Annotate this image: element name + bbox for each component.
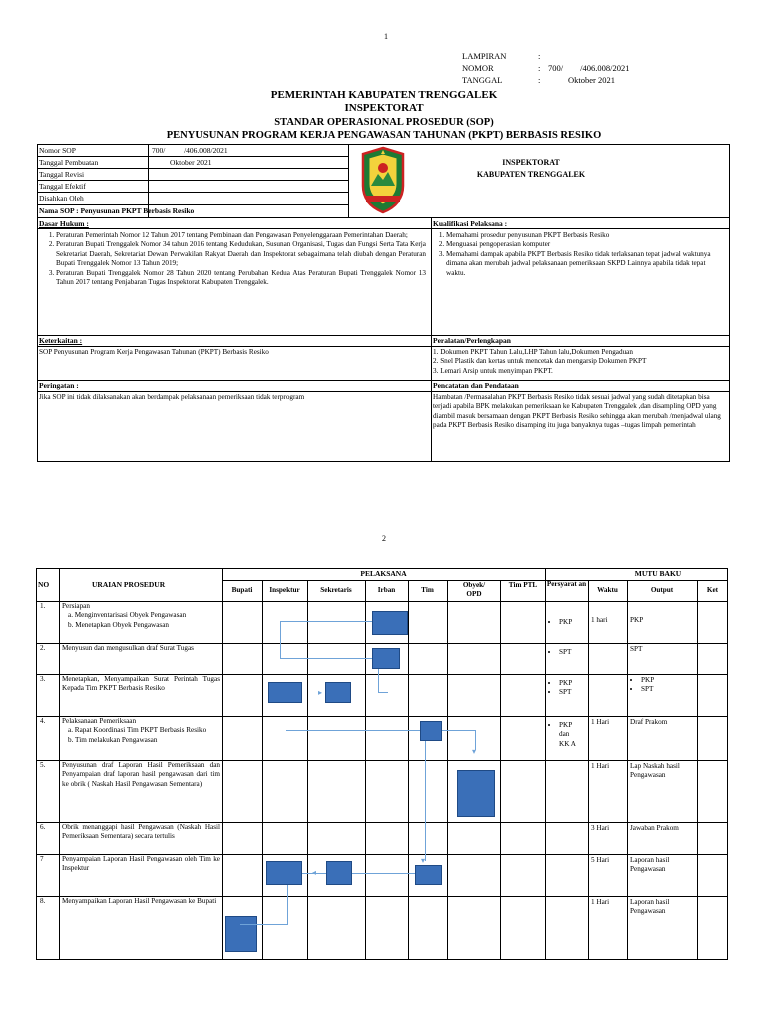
procedure-text [62,761,220,789]
procedure-sub: b. Tim melakukan Pengawasan [68,735,158,744]
page-number: 1 [384,32,388,41]
flow-connector [442,730,476,750]
header-line1: PEMERINTAH KABUPATEN TRENGGALEK [270,89,498,101]
output-line: SPT [630,645,643,653]
flow-connector [425,741,426,861]
kualifikasi-title: Kualifikasi Pelaksana : [433,219,508,228]
flow-connector [352,873,415,874]
persyaratan-list [548,679,588,698]
waktu-value: 1 Hari [591,718,610,726]
procedure-text [62,675,220,694]
pencatatan-text: Hambatan /Permasalahan PKPT Berbasis Resiko tidak sesuai jadwal yang sudah ditetapkan bisa terjadi apabila BPK melakukan pemeriksaan ke Kabupaten Trenggalek ,dan disampling OPD yang diambil masuk bersamaan dengan PKPT Berbasis Resiko sehingga akan merubah /menjadwal ulang pada PKPT Berbasis Resiko disamping itu juga banyaknya tugas –tugas limpah pemerintah [433,393,721,430]
process-box [372,611,408,635]
procedure-main: Menyampaikan Laporan Hasil Pengawasan ke Bupati [62,897,217,905]
output-line: Jawaban Prakom [630,824,679,832]
output-value [630,898,692,917]
col-sekretaris: Sekretaris [320,586,352,594]
info-label: Nomor SOP [39,146,76,155]
persyaratan-list [548,721,588,749]
nama-sop: Nama SOP : Penyusunan PKPT Berbasis Resiko [39,206,195,215]
procedure-main: Penyusunan draf Laporan Hasil Pemeriksaan dan Penyampaian draf laporan hasil pengawasan dari tim ke obrik ( Naskah Hasil Pengawasan Sementara) [62,761,220,788]
peralatan-title: Peralatan/Perlengkapan [433,336,511,345]
row-number: 5. [40,761,46,769]
output-value [630,856,692,875]
persyaratan-list [548,648,588,657]
peringatan-text: Jika SOP ini tidak dilaksanakan akan berdampak pelaksanaan pemeriksaan tidak terprogram [39,393,305,401]
output-line: Laporan hasil Pengawasan [630,856,670,874]
flow-connector [240,885,288,925]
header-line4: PENYUSUNAN PROGRAM KERJA PENGAWASAN TAHUNAN (PKPT) BERBASIS RESIKO [166,130,602,141]
waktu-value: 1 hari [591,616,608,624]
pencatatan-title: Pencatatan dan Pendataan [433,381,519,390]
list-item: 2. Peraturan Bupati Trenggalek Nomor 34 tahun 2016 tentang Kedudukan, Susunan Organisasi, Tugas dan Fungsi Serta Tata Kerja Sekretariat Daerah, Sekretariat Dewan Perwakilan Rakyat Daerah dan Inspektorat sebagaimana telah diubah dengan Peraturan Bupati Trenggalek Nomor 13 Tahun 2019; [56,240,426,268]
list-item: 1. Memahami prosedur penyusunan PKPT Berbasis Resiko [446,231,726,240]
procedure-sub: a. Menginventarisasi Obyek Pengawasan [68,611,187,620]
output-line: PKP [630,616,644,624]
procedure-text [62,602,220,630]
procedure-text [62,717,220,745]
procedure-main: Obrik menanggapi hasil Pengawasan (Naskah Hasil Pemeriksaan Sementara) secara tertulis [62,823,220,841]
list-item: • PKP dan KK A [559,721,581,749]
col-irban: Irban [377,586,396,594]
col-no: NO [38,580,50,589]
procedure-main: Menetapkan, Menyampaikan Surat Perintah Tugas Kepada Tim PKPT Berbasis Resiko [62,675,220,693]
row-number: 3. [40,675,46,683]
info-label: Tanggal Efektif [39,182,86,191]
process-box [326,861,352,885]
waktu-value: 1 Hari [591,762,610,770]
procedure-main: Penyampaian Laporan Hasil Pengawasan oleh Tim ke Inspektur [62,855,220,873]
list-item: 3. Lemari Arsip untuk menyimpan PKPT. [433,366,553,375]
list-item: • PKP [559,618,588,627]
arrow-down-icon: ▾ [472,747,477,756]
output-value [630,824,692,833]
procedure-text [62,823,220,842]
waktu-value: 5 Hari [591,856,610,864]
org-line2: KABUPATEN TRENGGALEK [476,170,586,179]
output-line: Laporan hasil Pengawasan [630,898,670,916]
trenggalek-logo [356,146,410,214]
dasar-hukum-title: Dasar Hukum : [39,219,89,228]
col-obyek: Obyek/ OPD [462,581,486,599]
list-item: • PKP [559,679,588,688]
col-tim-ptl: Tim PTL [508,581,538,589]
lampiran-block [462,50,629,86]
keterkaitan-title: Keterkaitan : [39,336,83,345]
list-item: • SPT [559,648,588,657]
arrow-down-icon: ▾ [421,856,426,865]
procedure-text [62,644,220,653]
output-value [630,718,692,727]
arrow-right-icon: ▸ [318,688,323,697]
waktu-value: 1 Hari [591,898,610,906]
procedure-text [62,855,220,874]
persyaratan-list [548,618,588,627]
col-output: Output [650,586,674,594]
row-number: 2. [40,644,46,652]
process-box [325,682,351,703]
process-box [268,682,302,703]
output-value [630,616,692,625]
list-item: 2. Snel Plastik dan kertas untuk mencetak dan mengarsip Dokumen PKPT [433,357,647,366]
procedure-main: Persiapan [62,602,90,610]
info-value: Oktober 2021 [170,158,212,167]
info-label: Tanggal Pembuatan [39,158,99,167]
col-uraian: URAIAN PROSEDUR [92,580,166,589]
list-item: 3. Peraturan Bupati Trenggalek Nomor 28 Tahun 2020 tentang Perubahan Kedua Atas Peraturan Bupati Trenggalek Nomor 13 Tahun 2017 tentang Penjabaran Tugas Inspektorat Kabupaten Trenggalek. [56,269,426,288]
process-box [372,648,400,669]
header-line3: STANDAR OPERASIONAL PROSEDUR (SOP) [274,117,494,128]
row-number: 8. [40,897,46,905]
info-label: Disahkan Oleh [39,194,84,203]
list-item: 3. Memahami dampak apabila PKPT Berbasis Resiko tidak terlaksanan tepat jadwal waktunya dimana akan merubah jadwal pelaksanaan pemeriksaan SKPD Lainnya apabila tidak tepat waktu. [446,250,726,278]
lampiran-row: LAMPIRAN : [462,51,541,61]
page-number: 2 [382,534,386,543]
procedure-main: Menyusun dan mengusulkan draf Surat Tugas [62,644,194,652]
output-value [630,676,692,695]
lampiran-row: NOMOR : 700/ /406.008/2021 [462,63,630,73]
list-item: • PKP [641,676,692,685]
col-waktu: Waktu [597,586,618,594]
procedure-sub: a. Rapat Koordinasi Tim PKPT Berbasis Resiko [68,726,207,735]
flow-connector [378,669,388,693]
peringatan-title: Peringatan : [39,381,79,390]
col-bupati: Bupati [231,586,253,594]
header-line2: INSPEKTORAT [344,102,424,114]
org-line1: INSPEKTORAT [502,158,560,167]
flow-connector [286,730,420,731]
list-item: • SPT [641,685,692,694]
procedure-sub: b. Menetapkan Obyek Pengawasan [68,620,169,629]
peralatan-list [433,348,729,376]
col-tim: Tim [421,586,434,594]
output-value [630,645,692,654]
list-item: 1. Peraturan Pemerintah Nomor 12 Tahun 2017 tentang Pembinaan dan Pengawasan Penyelenggaraan Pemerintahan Daerah; [56,231,426,240]
dasar-hukum-list [40,231,426,287]
flow-connector [280,621,372,659]
list-item: • SPT [559,688,588,697]
row-number: 1. [40,602,46,610]
kualifikasi-list [434,231,726,278]
process-box [457,770,495,817]
waktu-value: 3 Hari [591,824,610,832]
list-item: 1. Dokumen PKPT Tahun Lalu,LHP Tahun lalu,Dokumen Pengaduan [433,348,633,356]
arrow-left-icon: ◂ [312,868,317,877]
procedure-text [62,897,220,906]
output-line: Lap Naskah hasil Pengawasan [630,762,680,780]
lampiran-row: TANGGAL : Oktober 2021 [462,75,615,85]
col-persyaratan: Persyarat an [546,580,587,588]
info-label: Tanggal Revisi [39,170,85,179]
col-ket: Ket [706,586,719,594]
info-value: 700/ /406.008/2021 [152,146,228,155]
process-box [266,861,302,885]
output-value [630,762,692,781]
list-item: 2. Menguasai pengoperasian komputer [446,240,726,249]
col-pelaksana: PELAKSANA [360,569,407,578]
output-line: Draf Prakom [630,718,668,726]
procedure-main: Pelaksanaan Pemeriksaan [62,717,137,725]
col-mutu-baku: MUTU BAKU [634,569,682,578]
row-number: 4. [40,717,46,725]
row-number: 6. [40,823,46,831]
row-number: 7 [40,855,44,863]
process-box [415,865,442,885]
col-inspektur: Inspektur [269,586,300,594]
process-box [420,721,442,741]
keterkaitan-text: SOP Penyusunan Program Kerja Pengawasan Tahunan (PKPT) Berbasis Resiko [39,348,269,356]
